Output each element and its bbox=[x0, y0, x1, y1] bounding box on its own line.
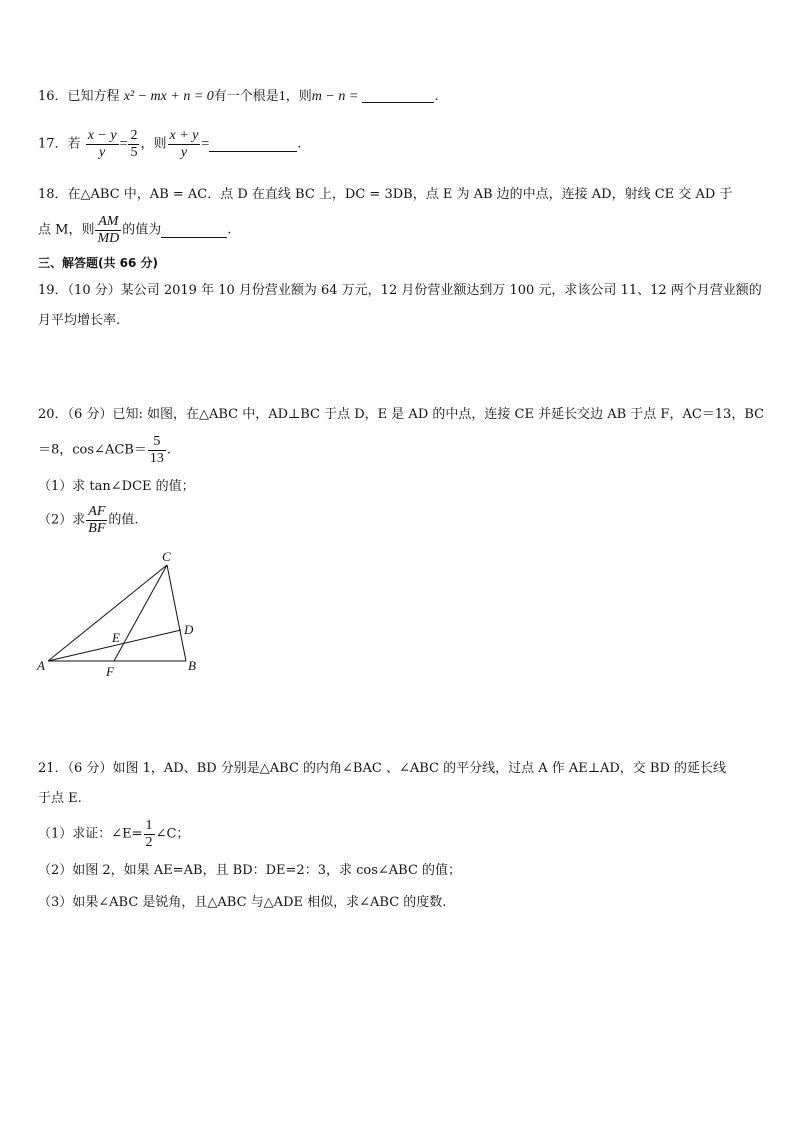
q21-sub1-fraction: $\frac{1}{2}$ bbox=[145, 818, 153, 850]
section-3-heading: 三、解答题(共 66 分) bbox=[38, 256, 159, 270]
q17-then: ，则 bbox=[140, 136, 167, 152]
q16-equation: x² − mx + n = 0 bbox=[123, 89, 214, 104]
label-f: F bbox=[106, 664, 114, 679]
q21-sub1-pre: （1）求证：∠E= bbox=[38, 826, 143, 842]
q20-fraction: $\frac{5}{13}$ bbox=[149, 434, 164, 466]
triangle-figure bbox=[34, 550, 214, 680]
q17-fraction-3: $\frac{x + y}{y}$ bbox=[169, 128, 199, 160]
label-c: C bbox=[162, 550, 171, 564]
question-21-line-1: 21．（6 分）如图 1，AD、BD 分别是△ABC 的内角∠BAC 、∠ABC 的平分线，过点 A 作 AE⊥AD，交 BD 的延长线 bbox=[38, 761, 727, 776]
q20-sub2-fraction: $\frac{AF}{BF}$ bbox=[88, 504, 106, 536]
question-20-line-1: 20．（6 分）已知: 如图，在△ABC 中，AD⊥BC 于点 D，E 是 AD 的中点，连接 CE 并延长交边 AB 于点 F，AC＝13，BC bbox=[38, 407, 765, 422]
q18-fraction: $\frac{AM}{MD}$ bbox=[97, 214, 120, 246]
q16-answer-blank[interactable] bbox=[362, 88, 434, 103]
q16-expression: m − n = bbox=[311, 89, 359, 104]
q21-sub1-end: ∠C； bbox=[155, 826, 190, 842]
question-18-line-2 bbox=[38, 214, 231, 247]
q18-mid: 的值为 bbox=[122, 222, 162, 238]
question-19-line-2: 月平均增长率. bbox=[38, 313, 121, 328]
question-16 bbox=[38, 88, 439, 106]
q16-pre: 已知方程 bbox=[67, 89, 124, 104]
question-18-line-1: 18．在△ABC 中，AB = AC．点 D 在直线 BC 上，DC = 3DB，点 E 为 AB 边的中点，连接 AD，射线 CE 交 AD 于 bbox=[38, 187, 733, 202]
q17-equals: = bbox=[119, 136, 128, 152]
question-21-sub-2: （2）如图 2，如果 AE=AB，且 BD：DE=2：3，求 cos∠ABC 的值； bbox=[38, 863, 462, 878]
question-21-line-2: 于点 E. bbox=[38, 791, 82, 806]
label-e: E bbox=[112, 630, 120, 645]
q17-pre: 若 bbox=[67, 136, 81, 152]
question-20-sub-1: （1）求 tan∠DCE 的值； bbox=[38, 479, 195, 494]
question-21-sub-3: （3）如果∠ABC 是锐角，且△ABC 与△ADE 相似，求∠ABC 的度数. bbox=[38, 895, 447, 910]
segment-cf bbox=[114, 565, 167, 661]
question-20-line-2 bbox=[38, 434, 171, 467]
q18-end: . bbox=[227, 222, 232, 238]
q17-equals-2: = bbox=[201, 136, 210, 152]
q17-end: . bbox=[297, 136, 302, 152]
q16-mid: 有一个根是 bbox=[213, 89, 279, 104]
q20-sub2-pre: （2）求 bbox=[38, 512, 86, 528]
q18-pre: 点 M，则 bbox=[38, 222, 95, 238]
q16-end: . bbox=[434, 89, 439, 104]
label-a: A bbox=[37, 658, 45, 673]
segment-ac bbox=[48, 565, 167, 661]
q20-end: . bbox=[166, 442, 171, 458]
q16-then: ，则 bbox=[285, 89, 312, 104]
label-b: B bbox=[188, 658, 196, 673]
q16-number: 16． bbox=[38, 89, 68, 104]
q17-fraction-1: $\frac{x - y}{y}$ bbox=[87, 128, 117, 160]
q16-root: 1 bbox=[278, 89, 286, 104]
q18-answer-blank[interactable] bbox=[161, 223, 227, 238]
question-21-sub-1 bbox=[38, 818, 189, 851]
question-17 bbox=[38, 128, 301, 161]
q20-sub2-end: 的值. bbox=[108, 512, 139, 528]
q17-answer-blank[interactable] bbox=[209, 137, 297, 152]
segment-cb bbox=[167, 565, 186, 661]
q20-pre: ＝8，cos∠ACB＝ bbox=[38, 442, 147, 458]
question-19-line-1: 19．（10 分）某公司 2019 年 10 月份营业额为 64 万元，12 月份营业额达到万 100 元，求该公司 11、12 两个月营业额的 bbox=[38, 283, 762, 298]
label-d: D bbox=[184, 622, 194, 637]
q17-number: 17． bbox=[38, 136, 68, 152]
q17-fraction-2: $\frac{2}{5}$ bbox=[130, 128, 138, 160]
question-20-sub-2 bbox=[38, 504, 139, 537]
